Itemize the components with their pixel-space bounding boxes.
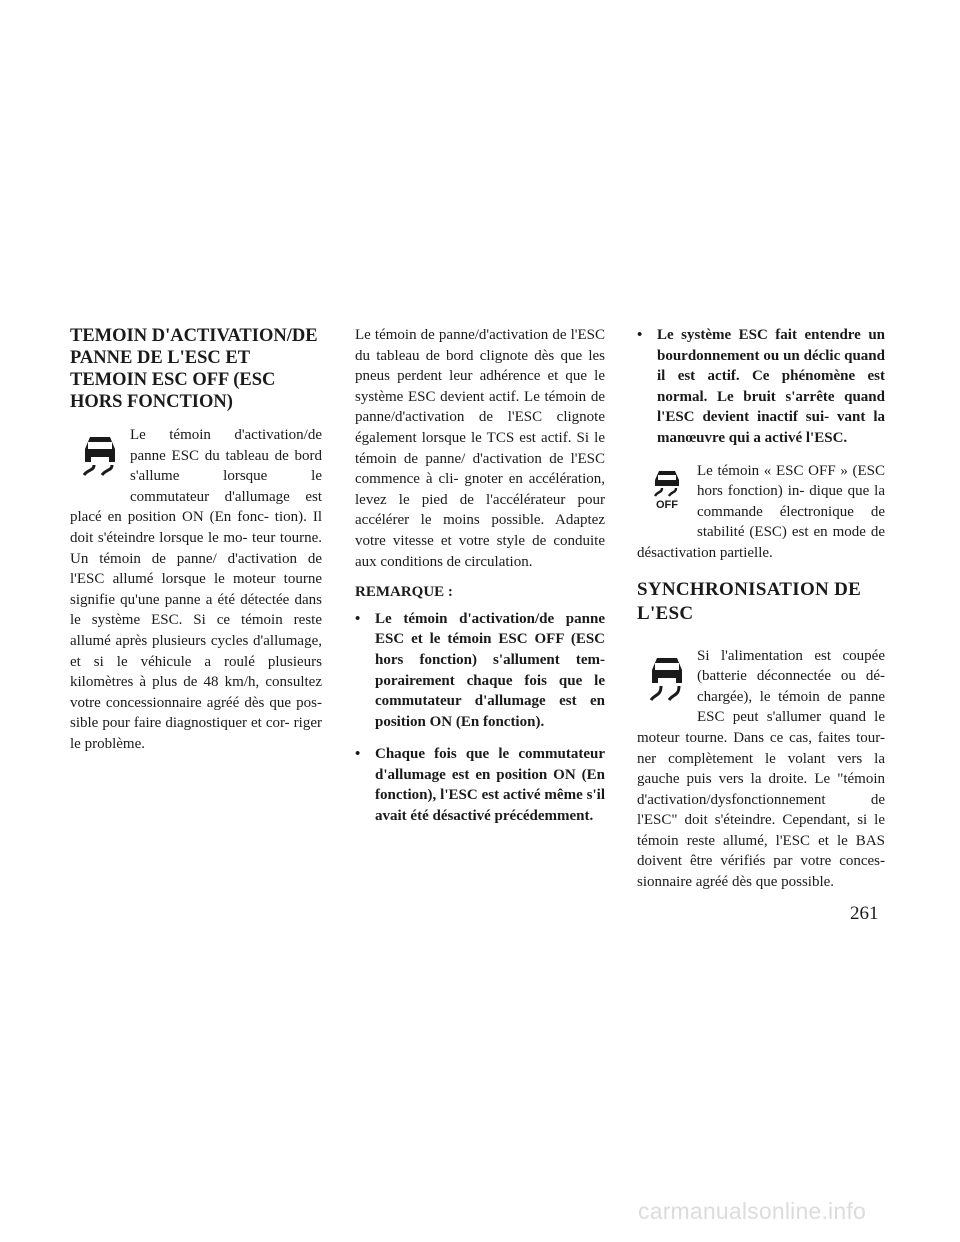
esc-off-paragraph: Le témoin « ESC OFF » (ESC hors fonction) in- dique que la commande électronique de stabilité (ESC) est en mode de désactivation partielle.: [637, 462, 885, 561]
note-label: REMARQUE :: [355, 584, 453, 601]
note-list-continued: [637, 325, 885, 449]
note-list: [355, 609, 605, 827]
esc-flashing-paragraph: Le témoin de panne/d'activation de l'ESC du tableau de bord clignote dès que les pneus perdent leur adhérence et que le système ESC devient actif. Le témoin de panne/d'activation de l'ESC clignote également lorsque le TCS est actif. Si le témoin de panne/ d'activation de l'ESC commence à cli- gnoter en accélération, levez le pied de l'accélérateur pour accélérer le moins possible. Adaptez votre vitesse et votre style de conduite aux conditions de circulation.: [355, 327, 605, 570]
list-item: • Le témoin d'activation/de panne ESC et le témoin ESC OFF (ESC hors fonction) s'allument tem- porairement chaque fois que le commutateur d'allumage est en position ON (En fonction).: [355, 610, 605, 730]
page-number: 261: [850, 903, 879, 924]
list-item: • Le système ESC fait entendre un bourdonnement ou un déclic quand il est actif. Ce phénomène est normal. Le bruit s'arrête quand l'ESC devient inactif sui- vant la manœuvre qui a activé l'ESC.: [637, 327, 885, 446]
section-title-esc-indicator: TEMOIN D'ACTIVATION/DE PANNE DE L'ESC ET TEMOIN ESC OFF (ESC HORS FONCTION): [70, 326, 318, 412]
esc-indicator-paragraph: Le témoin d'activation/de panne ESC du tableau de bord s'allume lorsque le commutateur d'allumage est placé en position ON (En fonc- tion). Il doit s'éteindre lorsque le mo- teur tourne. Un témoin de panne/ d'activation de l'ESC allumé lorsque le moteur tourne signifie qu'une panne a été détectée dans le système ESC. Si ce témoin reste allumé après plusieurs cycles d'allumage, et si le véhicule a roulé plusieurs kilomètres à plus de 48 km/h, consultez votre concessionnaire agréé dès que pos- sible pour faire diagnostiquer et cor- riger le problème.: [70, 427, 322, 752]
svg-text:OFF: OFF: [656, 498, 678, 509]
bullet: •: [355, 610, 361, 627]
esc-skid-icon: [637, 646, 697, 716]
bullet: •: [355, 746, 361, 763]
column-1: [70, 325, 322, 755]
esc-skid-icon: [70, 425, 130, 491]
watermark: carmanualsonline.info: [638, 1198, 866, 1224]
column-2: [355, 325, 605, 839]
esc-off-icon: [637, 461, 697, 525]
bullet: •: [637, 327, 643, 343]
section-title-esc-sync: SYNCHRONISATION DE L'ESC: [637, 578, 862, 624]
column-3: [637, 325, 885, 893]
list-item: • Chaque fois que le commutateur d'allumage est en position ON (En fonction), l'ESC est activé même s'il avait été désactivé précédemment.: [355, 746, 605, 825]
esc-sync-paragraph: Si l'alimentation est coupée (batterie déconnectée ou dé- chargée), le témoin de panne ESC peut s'allumer quand le moteur tourne. Dans ce cas, faites tour- ner complètement le volant vers la gauche puis vers la droite. Le "témoin d'activation/dysfonctionnement de l'ESC" doit s'éteindre. Cependant, si le témoin reste allumé, l'ESC et le BAS doivent être vérifiés par votre conces- sionnaire agréé dès que possible.: [637, 647, 885, 891]
